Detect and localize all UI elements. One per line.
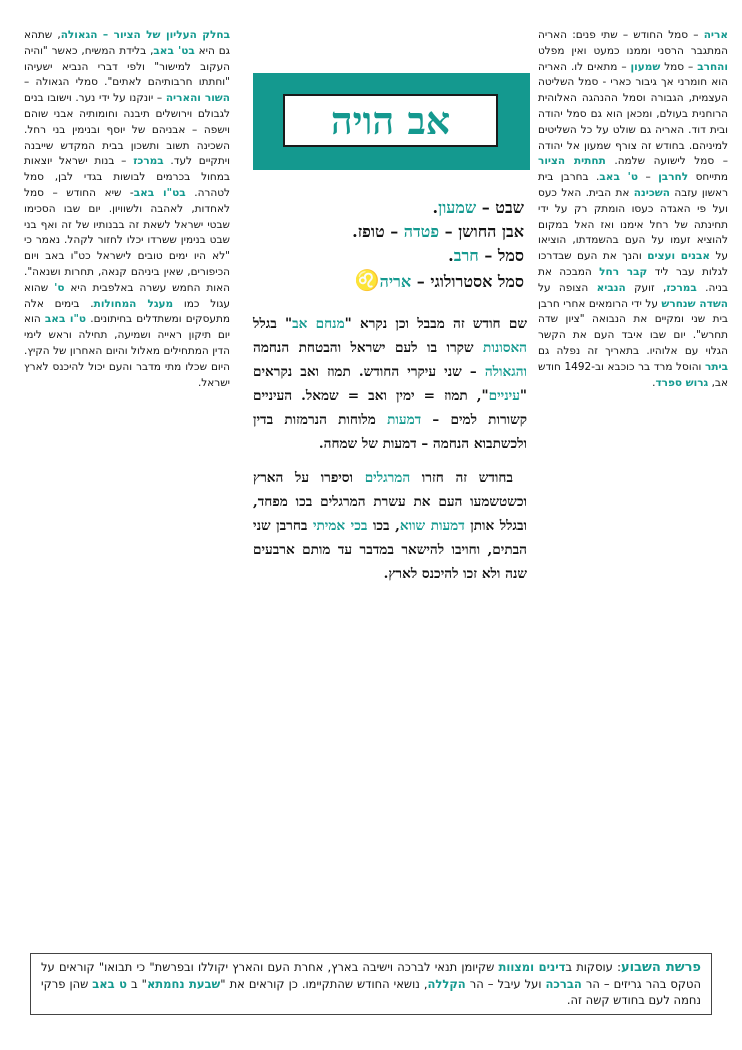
leo-zodiac-icon: ♌ xyxy=(354,268,380,292)
keyword-prophet: הנביא xyxy=(596,281,626,294)
keyword-spain-expulsion: גרוש ספרד xyxy=(655,376,709,389)
main-paragraph: שם חודש זה מבבל וכן נקרא "מנחם אב" בגלל האסונות שקרו בו לעם ישראל והבטחת הנחמה והגאולה – שני עיקרי החודש. תמוז ואב נקראים "עיניים", תמוז = ימין ואב = שמאל. העיניים קשורות למים – דמעות מלוחות הנרמזות בדין ולכשתבוא הנחמה – דמעות של שמחה. xyxy=(253,316,527,452)
keyword-sword: והחרב xyxy=(697,60,728,73)
keyword-dance-circle: מעגל המחולות xyxy=(93,297,174,310)
keyword-shechina: השכינה xyxy=(633,186,670,199)
left-column-paragraph: בחלק העליון של הציור – הגאולה, שתהא גם היא בט' באב, בלידת המשיח, כאשר "והיה העקוב למישור" ולפי דברי הנביא ישעיהו "וחתתו חרבותיהם לאתים". סמלי הגאולה – השור והאריה – יונקנו על ידי נער. וישובו בנים לגבולם וירושלים תיבנה וחומותיה אבני שוהם וישפה – אבניהם של יוסף ובנימין בני רחל. השכינה תשוב ותשכון בבית המקדש שייבנה ויתקיים לעד. במרכז – בנות ישראל יוצאות במחול בכרמים לבושות בגדי לבן, סמל לטהרה. בט"ו באב- שיא החודש – סמל לאחדות, לאהבה ולשוויון. יום שבו הסכימו שבטי ישראל לשאת זה בבנותיו של זה ואף בני שבט בנימין ששרדו יכלו לחזור לקהל. נאמר כי "לא היו ימים טובים לישראל כט"ו באב ויום הכיפורים, שאין ביניהם קנאה, תחרות ושנאה". האות החמש עשרה באלפבית היא ס' שהוא עגול כמו מעגל המחולות. בימים אלה מתעסקים ומשתדלים בחיתונים. ט"ו באב הוא יום תיקון ראייה ושמיעה, תחילה וראש לימי הדין המתחילים מאלול והיום האחרון של הקיץ. היום שכלו מתי מדבר והעם יכול להיכנס לארץ ישראל. xyxy=(24,29,230,389)
fact-astro: סמל אסטרולוגי – אריה♌ xyxy=(354,268,524,292)
weekly-portion-title: פרשת השבוע xyxy=(620,960,701,975)
title-banner xyxy=(253,73,530,170)
page-title: אב הויה xyxy=(330,97,451,143)
keyword-redemption: בחלק העליון של הציור – הגאולה xyxy=(60,29,230,41)
keyword-destruction: לחרבן xyxy=(658,171,689,184)
keyword-stones-wood: אבנים ועצים xyxy=(647,250,711,263)
main-paragraph: בחודש זה חזרו המרגלים וסיפרו על הארץ וכשטשמעו העם את עשרת המרגלים בכו מפחד, ובגלל אותן דמעות שווא, בכו בכי אמיתי בחרבן שני הבתים, וחויבו להישאר במדבר עד מותם ארבעים שנה ולא זכו להיכנס לארץ. xyxy=(253,470,527,582)
fact-tribe: שבט – שמעון. xyxy=(432,198,524,217)
keyword-ox-lion: השור והאריה xyxy=(165,92,230,105)
keyword-rachel-tomb: קבר רחל xyxy=(599,265,648,278)
keyword-beitar: ביתר xyxy=(705,360,728,373)
keyword-shimon: שמעון xyxy=(630,60,661,73)
main-article xyxy=(253,312,527,586)
keyword-tu-bav: בט"ו באב xyxy=(133,186,186,199)
keyword-plowed-field: השדה שנחרש xyxy=(661,297,728,310)
fact-stone: אבן החושן – פטדה – טופז. xyxy=(352,222,524,241)
keyword-picture-bottom: תחתית הציור xyxy=(538,155,606,168)
keyword-tisha-bav: ט' באב xyxy=(599,171,638,184)
right-column xyxy=(538,28,728,391)
right-column-paragraph: אריה – סמל החודש – שתי פנים: האריה המתגבר הרסני וממנו כמעט ואין מפלט והחרב – סמל שמעון – מתאים לו. האריה הוא חומרני אך גיבור כארי - סמל השליטה העצמית, הגבורה וסמל ההנהגה האלוהית הרוחנית בעולם, ומכאן הוא גם סמל יהודה ובית דוד. האריה גם שולט על כל השליטים למיניהם. בחודש זה צורף שמעון אל יהודה – סמל לישועה שלמה. תחתית הציור מתייחס לחרבן – ט' באב. בחרבן בית ראשון עזבה השכינה את הבית. האל כעס ועל פי האגדה כעסו הומתק רק על ידי תחינתה של רחל אימנו ואז האל במקום להוציא זעמו על העם בהשמדתו, הוציאו על אבנים ועצים והנך את העם שבדרכו לגלות עבר ליד קבר רחל המבכה את בניה. במרכז, זועק הנביא הצופה על השדה שנחרש על ידי הרומאים אחרי חרבן בית שני ומקיים את הנבואה "ציון שדה תחרש". יום שבו איבד העם את הקשר הגלוי עם אלוהיו. בתאריך זה נפלה גם ביתר והוסל מרד בר כוכבא וב-1492 חודש אב, גרוש ספרד. xyxy=(538,29,729,389)
left-column xyxy=(24,28,230,391)
weekly-portion-box: פרשת השבוע: עוסקות בדינים ומצוות שקיומן תנאי לברכה וישיבה בארץ, אחרת העם והארץ יקוללו ובפרשת" כי תבואו" קוראים על הטקס בהר גריזים – הר הברכה ועל עיבל – הר הקללה, נושאי החודש שהתקיימו. כן קוראים את "שבעת נחמתא" ב ט באב שהן פרקי נחמה לעם בחודש קשה זה. xyxy=(30,953,712,1015)
title-frame xyxy=(283,94,498,147)
keyword-lion: אריה xyxy=(703,29,728,41)
keyword-center: במרכז xyxy=(666,281,697,294)
fact-symbol: סמל – חרב. xyxy=(448,246,524,265)
month-facts xyxy=(262,196,524,294)
